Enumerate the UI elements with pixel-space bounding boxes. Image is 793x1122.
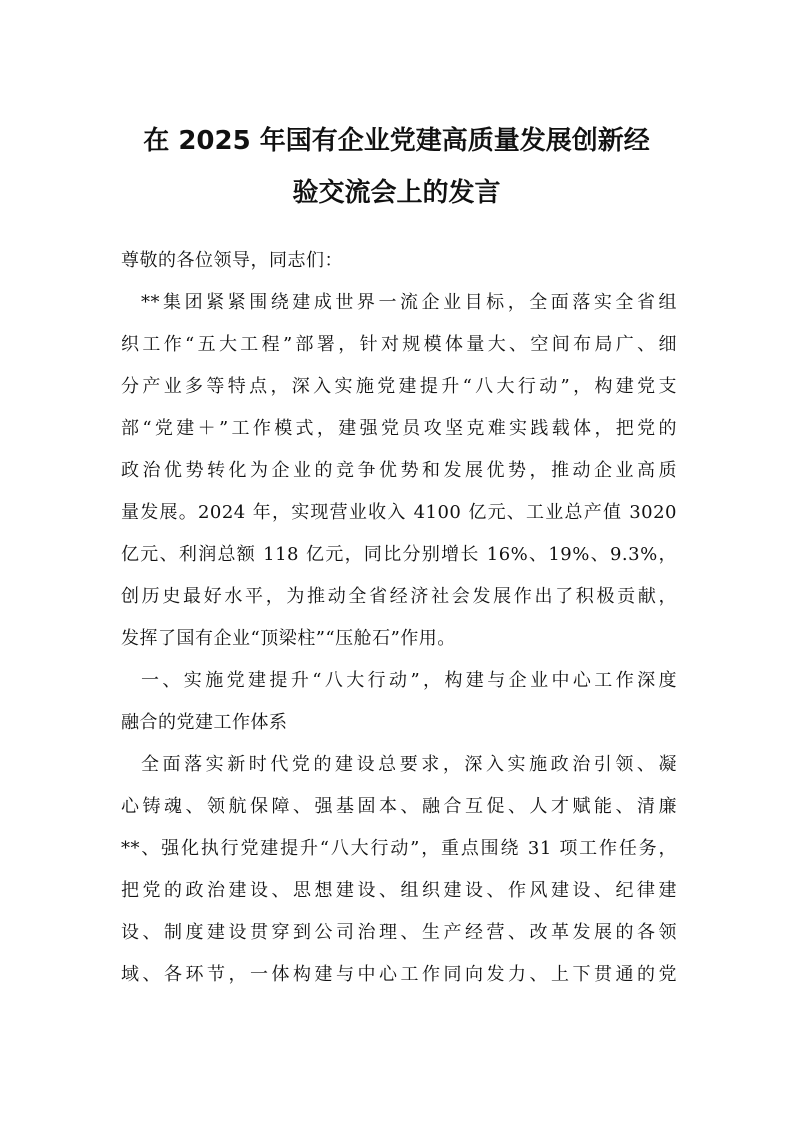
paragraph-line: 创历史最好水平，为推动全省经济社会发展作出了积极贡献， <box>121 586 677 607</box>
paragraph-line: 全面落实新时代党的建设总要求，深入实施政治引领、凝 <box>141 754 677 775</box>
paragraph-line: 域、各环节，一体构建与中心工作同向发力、上下贯通的党 <box>121 964 677 985</box>
section-heading-line: 一、实施党建提升“八大行动”，构建与企业中心工作深度 <box>141 670 677 691</box>
paragraph-line: 把党的政治建设、思想建设、组织建设、作风建设、纪律建 <box>121 880 677 901</box>
paragraph-line: **集团紧紧围绕建成世界一流企业目标，全面落实全省组 <box>141 292 677 313</box>
paragraph-line: 政治优势转化为企业的竞争优势和发展优势，推动企业高质 <box>121 460 677 481</box>
paragraph-line: 心铸魂、领航保障、强基固本、融合互促、人才赋能、清廉 <box>121 796 677 817</box>
paragraph-line: 部“党建＋”工作模式，建强党员攻坚克难实践载体，把党的 <box>121 418 677 439</box>
paragraph-line: 量发展。2024 年，实现营业收入 4100 亿元、工业总产值 3020 <box>121 502 677 523</box>
paragraph-line: **、强化执行党建提升“八大行动”，重点围绕 31 项工作任务， <box>121 838 677 859</box>
paragraph-line: 发挥了国有企业“顶梁柱”“压舱石”作用。 <box>121 628 456 649</box>
paragraph-line: 设、制度建设贯穿到公司治理、生产经营、改革发展的各领 <box>121 922 677 943</box>
document-title-line-1: 在 2025 年国有企业党建高质量发展创新经 <box>143 126 650 156</box>
paragraph-line: 分产业多等特点，深入实施党建提升“八大行动”，构建党支 <box>121 376 677 397</box>
document-title-line-2: 验交流会上的发言 <box>292 178 501 208</box>
section-heading-line: 融合的党建工作体系 <box>121 712 288 733</box>
paragraph-line: 织工作“五大工程”部署，针对规模体量大、空间布局广、细 <box>121 334 677 355</box>
paragraph-line: 亿元、利润总额 118 亿元，同比分别增长 16%、19%、9.3%， <box>121 544 677 565</box>
salutation: 尊敬的各位领导，同志们： <box>121 250 343 271</box>
